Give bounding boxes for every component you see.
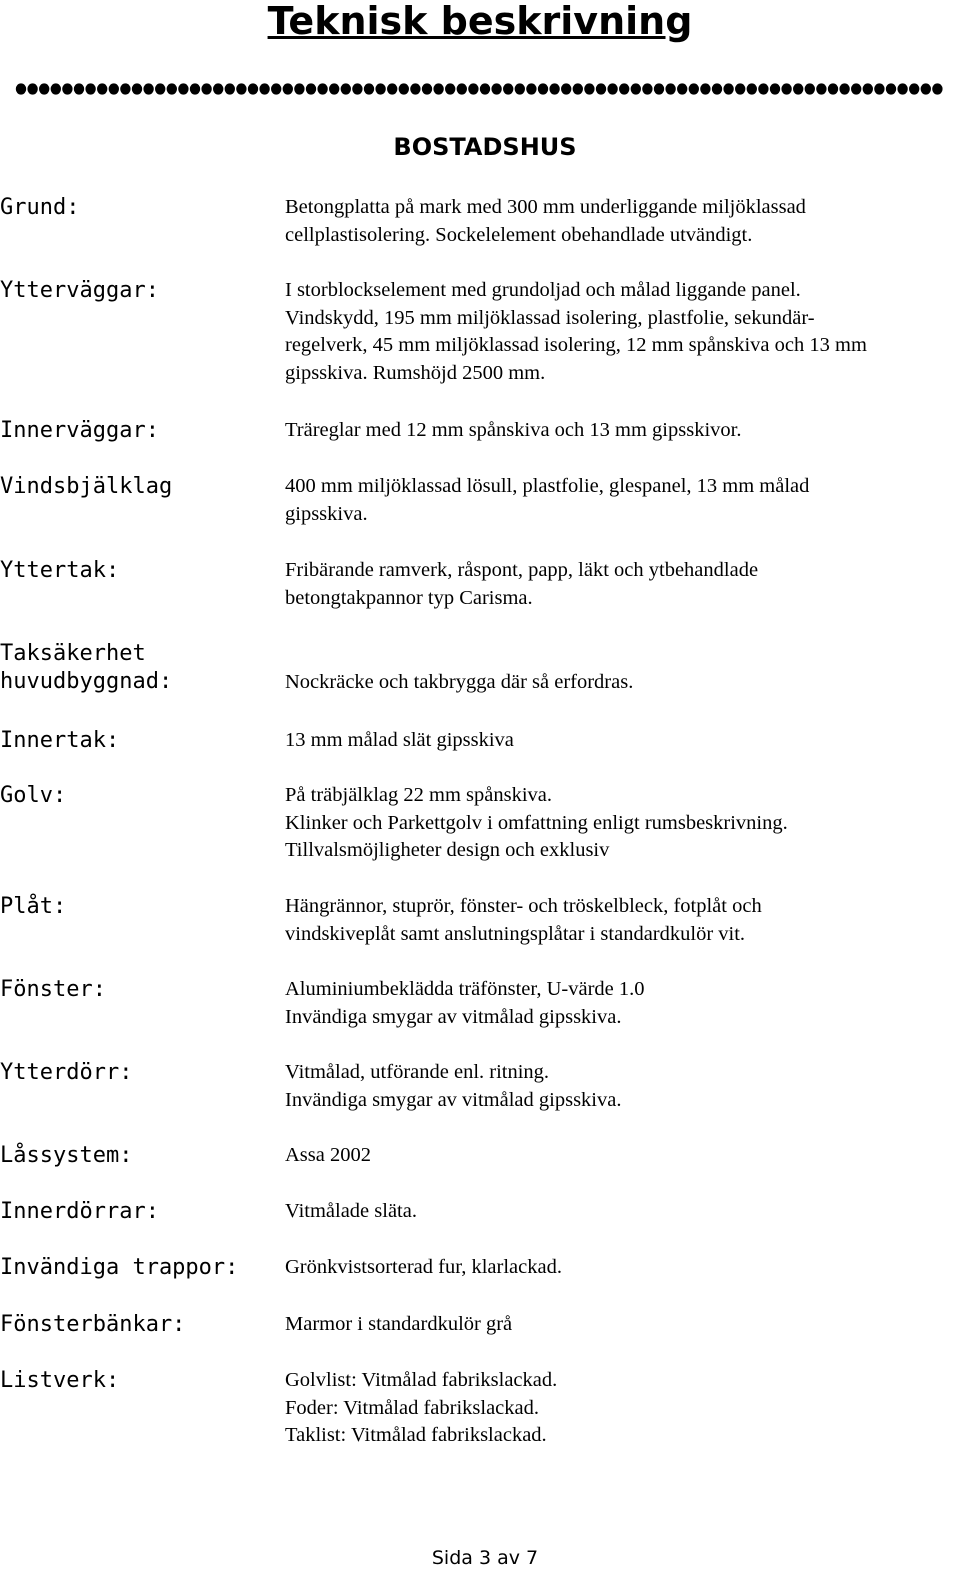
spec-value: [285, 1142, 960, 1170]
spec-value-line: Klinker och Parkettgolv i omfattning enligt rumsbeskrivning.: [285, 811, 788, 834]
divider-dot: [503, 83, 513, 94]
spec-value-line: 13 mm målad slät gipsskiva: [285, 729, 514, 751]
spec-label: Fönster:: [0, 977, 106, 1002]
divider-dot: [689, 83, 699, 94]
spec-label: Listverk:: [0, 1368, 120, 1393]
divider-dot: [851, 83, 861, 94]
spec-value: [285, 194, 960, 249]
spec-label: Plåt:: [0, 894, 67, 919]
divider-dot: [839, 83, 849, 94]
divider-dot: [375, 83, 385, 94]
page-number: Sida 3 av 7: [431, 1547, 539, 1569]
divider-dot: [213, 83, 223, 94]
divider-dot: [51, 83, 61, 94]
spec-value-line: Grönkvistsorterad fur, klarlackad.: [285, 1256, 562, 1278]
spec-value: [285, 417, 960, 445]
divider-dot: [433, 83, 443, 94]
spec-label: Invändiga trappor:: [0, 1255, 239, 1280]
divider-dot: [816, 83, 826, 94]
divider-dot: [132, 83, 142, 94]
spec-value: [285, 557, 960, 612]
spec-value-line: Assa 2002: [285, 1144, 371, 1166]
spec-value-line: regelverk, 45 mm miljöklassad isolering, 12 mm spånskiva och 13 mm: [285, 334, 867, 357]
spec-value-line: gipsskiva. Rumshöjd 2500 mm.: [285, 362, 546, 385]
divider-dot: [85, 83, 95, 94]
spec-value-line: vindskiveplåt samt anslutningsplåtar i standardkulör vit.: [285, 922, 746, 945]
spec-value-line: gipsskiva.: [285, 502, 368, 525]
divider-dot: [619, 83, 629, 94]
divider-dot: [863, 83, 873, 94]
divider-dot: [758, 83, 768, 94]
divider-dot: [584, 83, 594, 94]
spec-value-line: Vitmålade släta.: [285, 1200, 417, 1222]
divider-dot: [886, 83, 896, 94]
divider-dot: [932, 83, 942, 94]
divider-dot: [190, 83, 200, 94]
spec-label: Taksäkerhet huvudbyggnad:: [0, 641, 173, 694]
divider-dot: [143, 83, 153, 94]
spec-value-line: På träbjälklag 22 mm spånskiva.: [285, 784, 553, 806]
divider-dot: [665, 83, 675, 94]
divider-dot: [515, 83, 525, 94]
divider-dot: [573, 83, 583, 94]
spec-value: [285, 1311, 960, 1339]
divider-dot: [480, 83, 490, 94]
divider-dot: [236, 83, 246, 94]
divider-dot: [16, 83, 26, 94]
divider-dot: [770, 83, 780, 94]
spec-label: Golv:: [0, 783, 67, 808]
document-title: Teknisk beskrivning: [267, 0, 693, 43]
divider-dot: [538, 83, 548, 94]
spec-value-line: Betongplatta på mark med 300 mm underliggande miljöklassad: [285, 196, 806, 218]
spec-label: Vindsbjälklag: [0, 474, 173, 499]
spec-value: [285, 727, 960, 755]
spec-value-line: cellplastisolering. Sockelelement obehandlade utvändigt.: [285, 223, 753, 246]
divider-dot: [491, 83, 501, 94]
divider-dot: [294, 83, 304, 94]
divider-dot: [329, 83, 339, 94]
spec-value-line: I storblockselement med grundoljad och målad liggande panel.: [285, 279, 801, 301]
spec-value-line: Nockräcke och takbrygga där så erfordras.: [285, 671, 634, 693]
divider-dot: [805, 83, 815, 94]
dotted-divider: [14, 78, 954, 100]
spec-value: [285, 782, 960, 865]
spec-value-line: Tillvalsmöjligheter design och exklusiv: [285, 839, 610, 862]
spec-value: [285, 669, 960, 697]
divider-dot: [39, 83, 49, 94]
divider-dot: [712, 83, 722, 94]
divider-dot: [549, 83, 559, 94]
divider-dot: [700, 83, 710, 94]
spec-value: [285, 473, 960, 528]
divider-dot: [341, 83, 351, 94]
divider-dot: [259, 83, 269, 94]
divider-dot: [167, 83, 177, 94]
spec-value-line: Invändiga smygar av vitmålad gipsskiva.: [285, 1088, 622, 1111]
divider-dot: [561, 83, 571, 94]
divider-dot: [62, 83, 72, 94]
divider-dot: [596, 83, 606, 94]
divider-dot: [364, 83, 374, 94]
spec-label: Innertak:: [0, 728, 120, 753]
spec-value-line: Vindskydd, 195 mm miljöklassad isolering, plastfolie, sekundär-: [285, 306, 815, 329]
spec-value-line: Foder: Vitmålad fabrikslackad.: [285, 1396, 539, 1419]
divider-dot: [201, 83, 211, 94]
divider-dot: [399, 83, 409, 94]
divider-dot: [109, 83, 119, 94]
divider-dot: [97, 83, 107, 94]
divider-dot: [874, 83, 884, 94]
spec-value-line: Aluminiumbeklädda träfönster, U-värde 1.0: [285, 978, 645, 1000]
spec-value-line: 400 mm miljöklassad lösull, plastfolie, glespanel, 13 mm målad: [285, 475, 810, 497]
spec-label: Innerdörrar:: [0, 1199, 159, 1224]
spec-value: [285, 1254, 960, 1282]
spec-value-line: Hängrännor, stuprör, fönster- och tröskelbleck, fotplåt och: [285, 895, 762, 917]
divider-dot: [921, 83, 931, 94]
divider-dot: [781, 83, 791, 94]
divider-dot: [74, 83, 84, 94]
spec-label: Grund:: [0, 195, 80, 220]
divider-dot: [677, 83, 687, 94]
spec-value-line: Marmor i standardkulör grå: [285, 1313, 513, 1335]
spec-value: [285, 976, 960, 1031]
divider-dot: [654, 83, 664, 94]
divider-dot: [607, 83, 617, 94]
divider-dot: [735, 83, 745, 94]
divider-dot: [445, 83, 455, 94]
spec-label: Låssystem:: [0, 1143, 133, 1168]
divider-dot: [793, 83, 803, 94]
divider-dot: [723, 83, 733, 94]
divider-dot: [457, 83, 467, 94]
spec-value: [285, 1059, 960, 1114]
spec-value-line: Träreglar med 12 mm spånskiva och 13 mm gipsskivor.: [285, 419, 742, 441]
spec-value: [285, 1367, 960, 1450]
spec-label: Yttertak:: [0, 558, 120, 583]
divider-dot: [828, 83, 838, 94]
divider-dot: [271, 83, 281, 94]
divider-dot: [352, 83, 362, 94]
spec-value-line: betongtakpannor typ Carisma.: [285, 586, 533, 609]
divider-dot: [468, 83, 478, 94]
divider-dot: [248, 83, 258, 94]
spec-label: Innerväggar:: [0, 418, 159, 443]
divider-dot: [909, 83, 919, 94]
divider-dot: [410, 83, 420, 94]
divider-dot: [178, 83, 188, 94]
spec-value-line: Fribärande ramverk, råspont, papp, läkt och ytbehandlade: [285, 559, 759, 581]
divider-dot: [631, 83, 641, 94]
spec-value-line: Invändiga smygar av vitmålad gipsskiva.: [285, 1005, 622, 1028]
spec-value: [285, 277, 960, 388]
spec-label: Ytterdörr:: [0, 1060, 133, 1085]
divider-dot: [225, 83, 235, 94]
spec-value-line: Taklist: Vitmålad fabrikslackad.: [285, 1424, 547, 1447]
divider-dot: [283, 83, 293, 94]
divider-dot: [27, 83, 37, 94]
divider-dot: [747, 83, 757, 94]
spec-value-line: Golvlist: Vitmålad fabrikslackad.: [285, 1369, 558, 1391]
divider-dot: [897, 83, 907, 94]
divider-dot: [317, 83, 327, 94]
spec-value-line: Vitmålad, utförande enl. ritning.: [285, 1061, 550, 1083]
divider-dot: [642, 83, 652, 94]
spec-value: [285, 893, 960, 948]
divider-dot: [306, 83, 316, 94]
spec-label: Fönsterbänkar:: [0, 1312, 186, 1337]
divider-dot: [155, 83, 165, 94]
spec-label: Ytterväggar:: [0, 278, 159, 303]
spec-value: [285, 1198, 960, 1226]
divider-dot: [526, 83, 536, 94]
section-heading: BOSTADSHUS: [393, 133, 577, 161]
divider-dot: [387, 83, 397, 94]
divider-dot: [422, 83, 432, 94]
divider-dot: [120, 83, 130, 94]
